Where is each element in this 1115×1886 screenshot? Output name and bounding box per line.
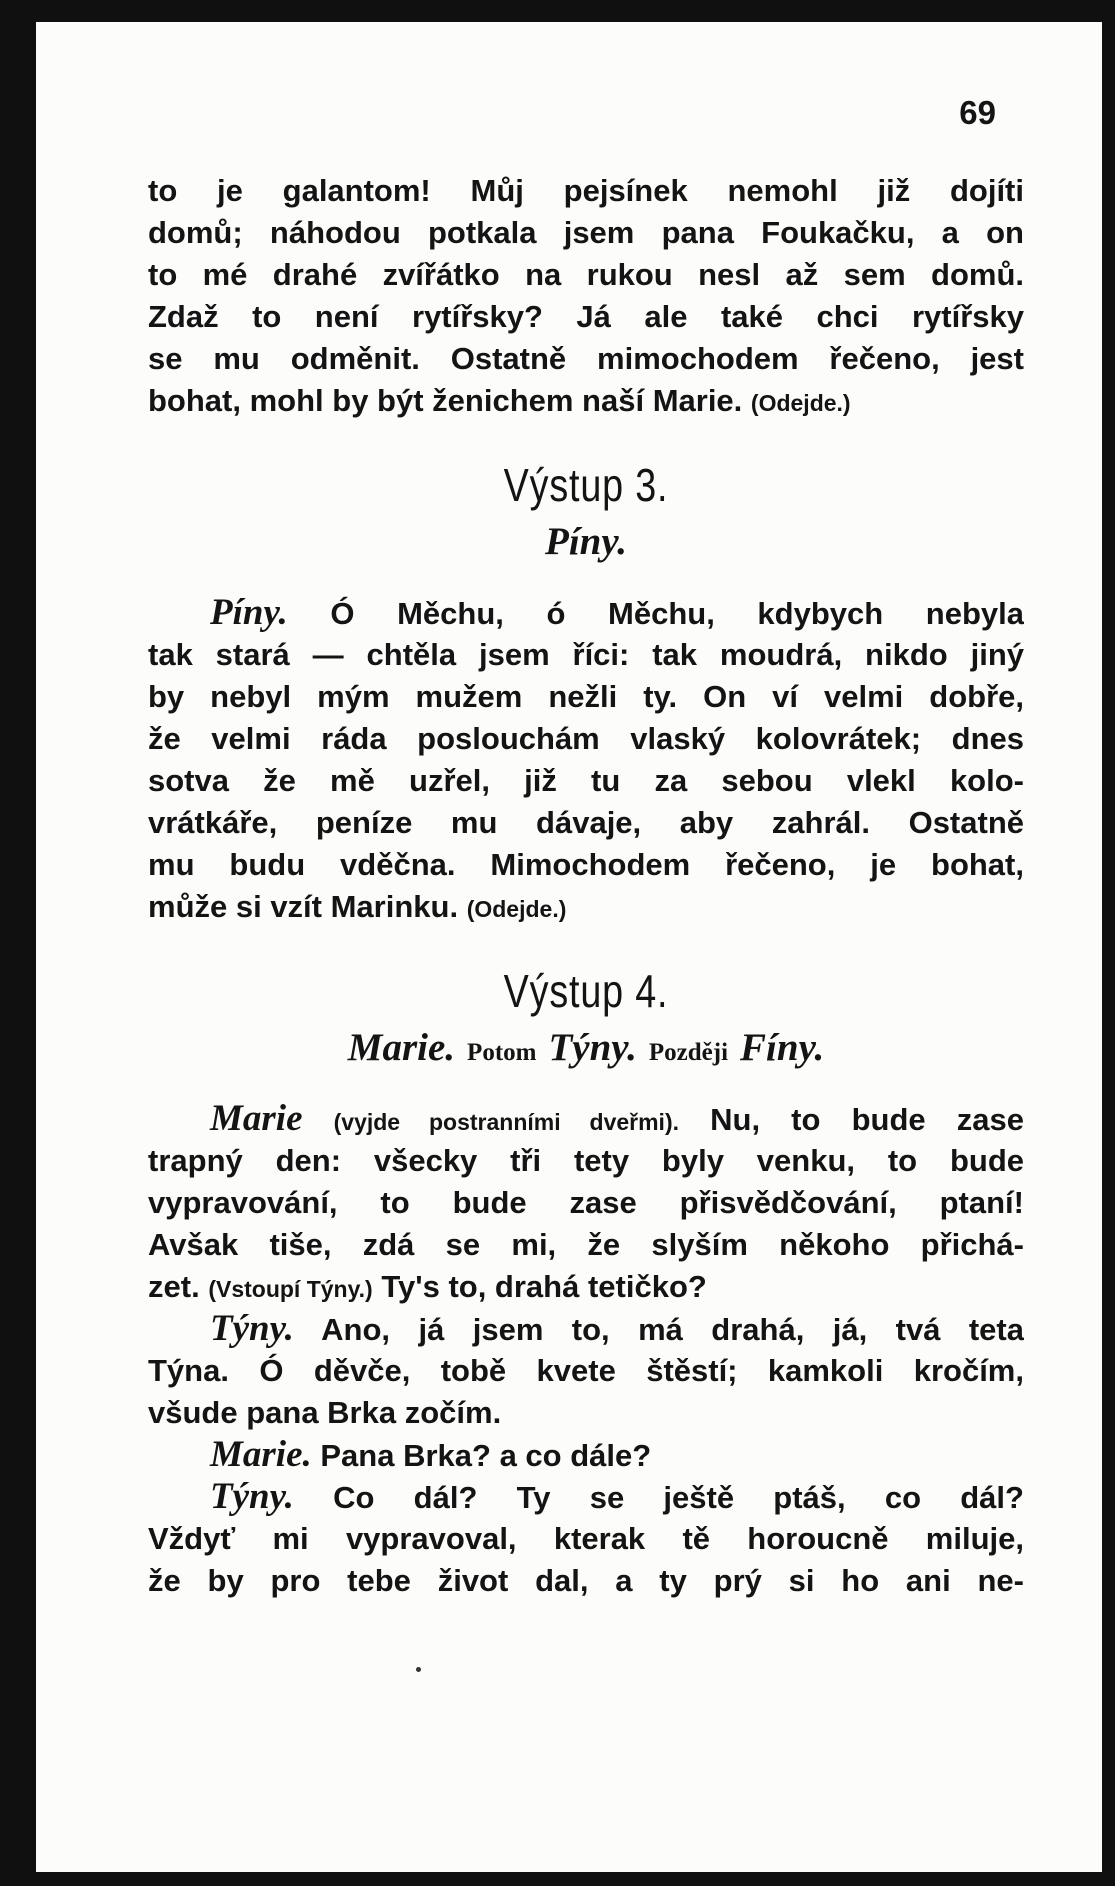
text-line: vypravování, to bude zase přisvědčování, ptaní!	[148, 1185, 1024, 1220]
text-line: že by pro tebe život dal, a ty prý si ho ani ne-	[148, 1563, 1024, 1598]
speaker-name: Píny.	[210, 592, 288, 633]
text-line: Vždyť mi vypravoval, kterak tě horoucně miluje,	[148, 1521, 1024, 1556]
cast-connector: Potom	[467, 1039, 537, 1066]
scene-cast	[148, 1020, 1024, 1076]
ink-speck	[416, 1667, 421, 1672]
text-line: tak stará — chtěla jsem říci: tak moudrá, nikdo jiný	[148, 637, 1024, 672]
text-line: to mé drahé zvířátko na rukou nesl až sem domů.	[148, 257, 1024, 292]
scene-cast	[148, 514, 1024, 570]
text-line: Týna. Ó děvče, tobě kvete štěstí; kamkoli kročím,	[148, 1353, 1024, 1388]
stage-direction: (Odejde.)	[466, 896, 567, 922]
text-line: může si vzít Marinku. (Odejde.)	[148, 889, 567, 924]
cast-name: Marie.	[347, 1026, 456, 1069]
text-line: že velmi ráda poslouchám vlaský kolovrátek; dnes	[148, 721, 1024, 756]
stage-direction: (Vstoupí Týny.)	[208, 1276, 373, 1302]
cast-connector: Později	[648, 1039, 729, 1066]
text-line: Avšak tiše, zdá se mi, že slyším někoho přichá-	[148, 1227, 1024, 1262]
text-line: mu budu vděčna. Mimochodem řečeno, je bohat,	[148, 847, 1024, 882]
speech-first-line: Týny. Ano, já jsem to, má drahá, já, tvá teta	[210, 1308, 1024, 1349]
speaker-name: Týny.	[210, 1476, 294, 1517]
speech-first-line: Týny. Co dál? Ty se ještě ptáš, co dál?	[210, 1476, 1024, 1517]
cast-name: Píny.	[545, 520, 627, 563]
cast-name: Fíny.	[740, 1026, 825, 1069]
cast-name: Týny.	[548, 1026, 637, 1069]
scene-title: Výstup 4.	[503, 965, 669, 1017]
text-line: to je galantom! Můj pejsínek nemohl již dojíti	[148, 173, 1024, 208]
text-line: by nebyl mým mužem nežli ty. On ví velmi dobře,	[148, 679, 1024, 714]
speaker-name: Týny.	[210, 1308, 294, 1349]
text-line: sotva že mě uzřel, již tu za sebou vlekl kolo-	[148, 763, 1024, 798]
text-line: bohat, mohl by být ženichem naší Marie. (Odejde.)	[148, 383, 851, 418]
text-line: se mu odměnit. Ostatně mimochodem řečeno, jest	[148, 341, 1024, 376]
speech-first-line: Marie (vyjde postranními dveřmi). Nu, to bude zase	[210, 1098, 1024, 1139]
page-number: 69	[959, 94, 996, 131]
speech-first-line: Marie. Pana Brka? a co dále?	[210, 1434, 652, 1475]
speech-first-line: Píny. Ó Měchu, ó Měchu, kdybych nebyla	[210, 592, 1024, 633]
text-line: trapný den: všecky tři tety byly venku, to bude	[148, 1143, 1024, 1178]
scene-title: Výstup 3.	[503, 459, 669, 511]
stage-direction: (Odejde.)	[750, 390, 851, 416]
speaker-name: Marie	[210, 1098, 303, 1139]
text-line: domů; náhodou potkala jsem pana Foukačku, a on	[148, 215, 1024, 250]
text-line: Zdaž to není rytířsky? Já ale také chci rytířsky	[148, 299, 1024, 334]
stage-direction: (vyjde postranními dveřmi).	[333, 1109, 679, 1135]
text-line: zet. (Vstoupí Týny.) Ty's to, drahá tetičko?	[148, 1269, 707, 1304]
text-column	[148, 170, 1024, 1602]
speaker-name: Marie.	[210, 1434, 312, 1475]
book-page	[36, 22, 1102, 1872]
text-line: všude pana Brka zočím.	[148, 1395, 502, 1430]
text-line: vrátkáře, peníze mu dávaje, aby zahrál. Ostatně	[148, 805, 1024, 840]
